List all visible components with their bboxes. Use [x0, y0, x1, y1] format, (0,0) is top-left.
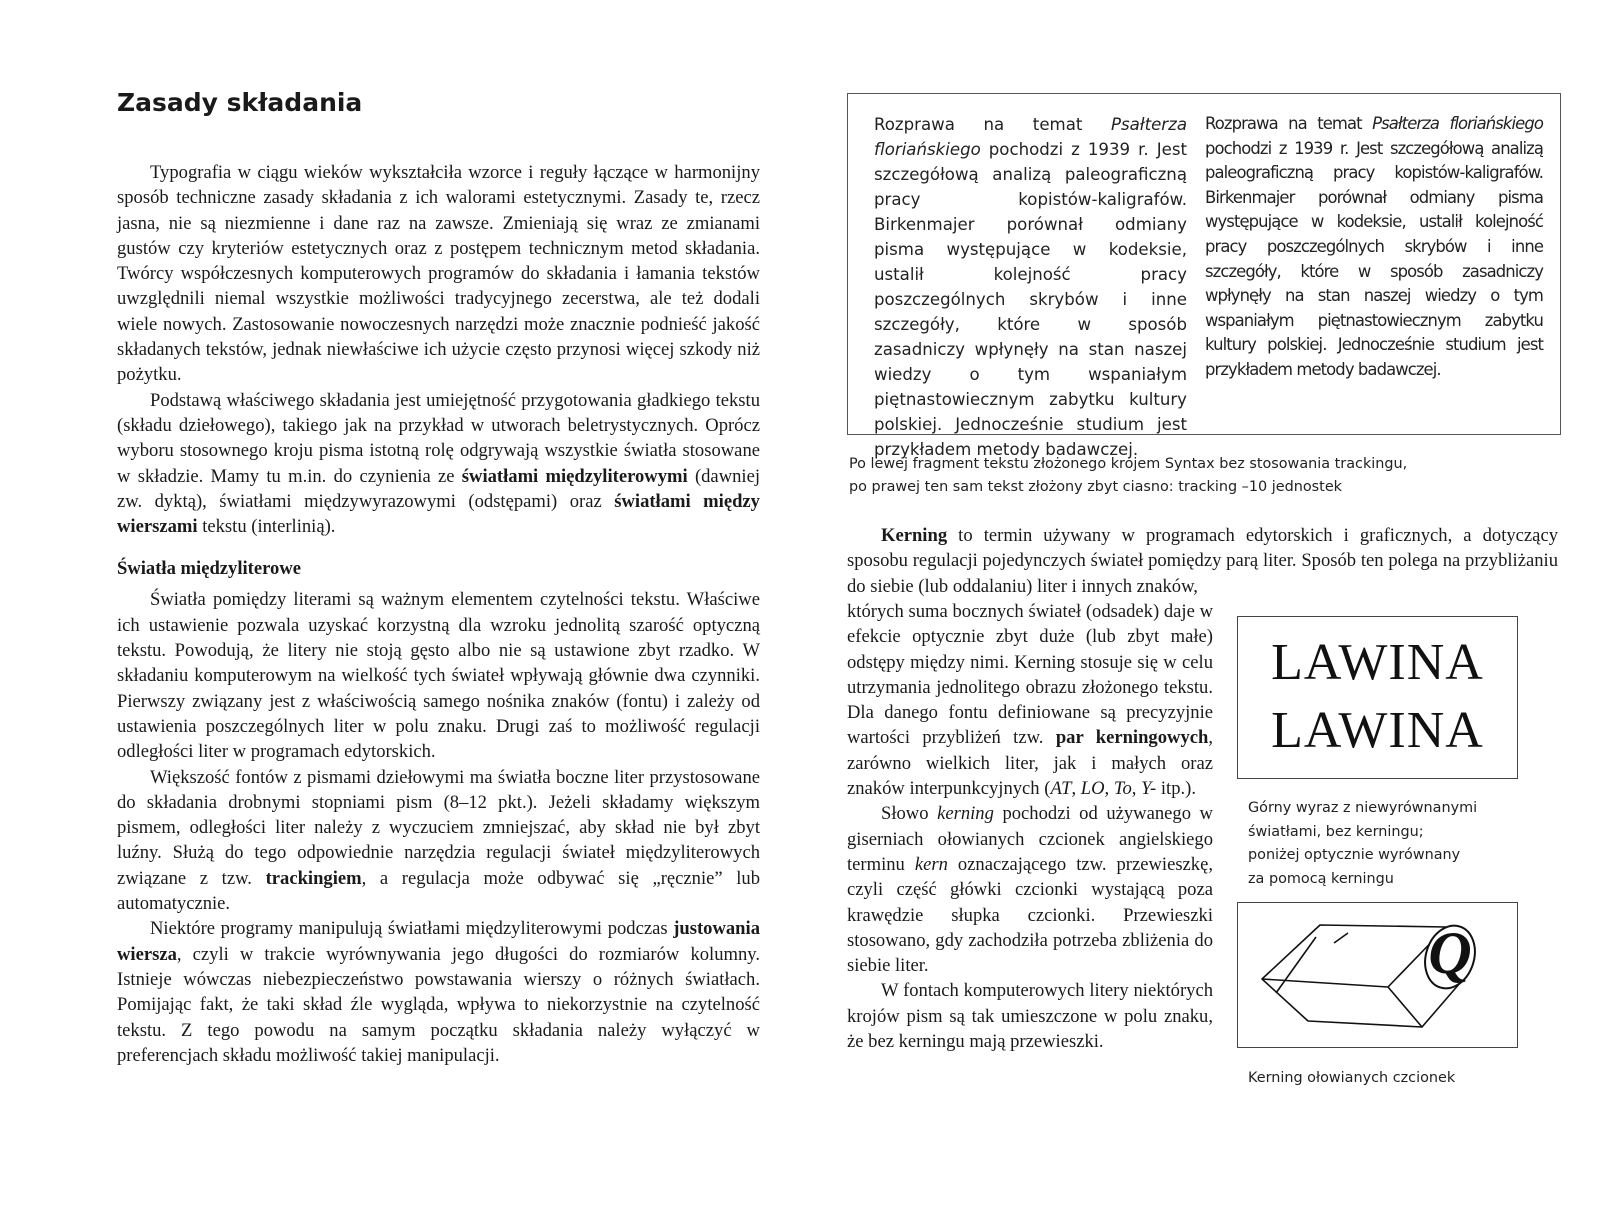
kerning-paragraph-2 [847, 801, 1213, 978]
right-page [805, 0, 1610, 1215]
text-segment: Rozprawa na temat [874, 115, 1111, 134]
text-segment: Większość fontów z pismami dziełowymi ma światła boczne liter przystosowane do składania drobnymi stopniami pism (8–12 pkt.). Jeżeli składamy większym pismem, odległości liter należy z wyczuciem zmniejszać, aby skład nie był zbyt luźny. Służą do tego odpowiednie narzędzia regulacji świateł międzyliterowych związane z tzw. [117, 766, 760, 889]
term-kerning: Kerning [881, 525, 948, 546]
intro-paragraph-1: Typografia w ciągu wieków wykształciła wzorce i reguły łączące w harmonijny sposób techniczne zasady składania z ich walorami estetycznymi. Zasady te, rzecz jasna, nie są niezmienne i dane raz na zawsze. Zmieniają się wraz ze zmianami gustów czy kryteriów estetycznych oraz z postępem technicznym metod składania. Twórcy współczesnych komputerowych programów do składania i łamania tekstów uwzględnili niemal wszystkie możliwości tradycyjnego zecerstwa, ale też dodali wiele nowych. Zastosowanie nowoczesnych narzędzi może znacznie podnieść jakość składanych tekstów, jednak niewłaściwe ich użycie często przynosi więcej szkody niż pożytku. [117, 162, 760, 386]
tracking-sample-box [847, 93, 1561, 459]
caption-line: po prawej ten sam tekst złożony zbyt ciasno: tracking –10 jednostek [849, 479, 1343, 495]
text-segment: pochodzi z 1939 r. Jest szczegółową analizą paleograficzną pracy kopistów-kaligrafów. Birkenmajer porównał odmiany pisma występujące w kodeksie, ustalił kolejność pracy poszczególnych skrybów i inne szczegóły, które w sposób zasadniczy wpłynęły na stan naszej wiedzy o tym wspaniałym piętnastowiecznym zabytku kultury polskiej. Jednocześnie studium jest przykładem metody badawczej. [874, 140, 1187, 459]
term-kerning-pairs: par kerningowych [1055, 727, 1209, 749]
kerning-body [847, 599, 1213, 1054]
text-segment: oznaczającego tzw. przewieszkę, czyli część główki czcionki wystającą poza krawędzie słupka czcionki. Przewieszki stosowano, gdy zachodziła potrzeba zbliżenia do siebie liter. [847, 853, 1214, 977]
sample-normal-tracking [874, 112, 1187, 462]
italic-term: kerning [937, 803, 994, 825]
kerning-paragraph-3: W fontach komputerowych litery niektórych krojów pism są tak umieszczone w polu znaku, że bez kerningu mają przewieszki. [847, 980, 1213, 1053]
example-pair: Y- [1141, 778, 1157, 800]
caption-line: poniżej optycznie wyrównany [1248, 847, 1461, 863]
italic-title: Psałterza floriańskiego [1372, 114, 1543, 133]
text-segment: których suma bocznych świateł (odsadek) daje w efekcie optycznie zbyt duże (lub zbyt małe) odstępy między nimi. Kerning stosuje się w celu utrzymania jednolitego obrazu złożonego tekstu. Dla danego fontu definiowane są precyzyjnie wartości przybliżeń tzw. [847, 601, 1213, 749]
caption-line: światłami, bez kerningu; [1248, 823, 1424, 840]
text-segment: tekstu (interlinią). [197, 516, 336, 538]
text-segment: pochodzi z 1939 r. Jest szczegółową analizą paleograficzną pracy kopistów-kaligrafów. Birkenmajer porównał odmiany pisma występujące w kodeksie, ustalił kolejność pracy poszczególnych skrybów i inne szczegóły, które w sposób zasadniczy wpłynęły na stan naszej wiedzy o tym wspaniałym piętnastowiecznym zabytku kultury polskiej. Jednocześnie studium jest przykładem metody badawczej. [1205, 138, 1543, 379]
kerning-intro [847, 523, 1558, 599]
text-segment: Słowo [881, 803, 938, 825]
term-interletter-spacing: światłami międzyliterowymi [461, 465, 688, 487]
sample-tight-tracking [1205, 112, 1543, 383]
example-pair: LO [1080, 778, 1105, 800]
term-line-spacing: światłami między wierszami [117, 490, 760, 538]
text-segment: , czyli w trakcie wyrównywania jego długości do rozmiarów kolumny. Istnieje wówczas niebezpieczeństwo powstawania wierszy o różnych światłach. Pomijając fakt, że taki skład źle wygląda, wpływa to niekorzystnie na czytelność tekstu. Z tego powodu na samym początku składania należy wyłączyć w preferencjach składu możliwość takiej manipulacji. [117, 943, 760, 1066]
text-segment: (dawniej zw. dyktą), światłami międzywyrazowymi (odstępami) oraz [117, 465, 760, 512]
lawina-example-box [1237, 616, 1518, 779]
section-heading: Światła międzyliterowe [117, 558, 302, 580]
text-segment: to termin używany w programach edytorskich i graficznych, a dotyczący sposobu regulacji pojedynczych świateł pomiędzy parą liter. Sposób ten polega na przybliżaniu do siebie (lub oddalaniu) liter i innych znaków, [847, 525, 1558, 597]
text-segment: itp.). [1156, 778, 1196, 800]
caption-line: za pomocą kerningu [1248, 870, 1394, 887]
text-segment: , [1071, 778, 1081, 800]
kerning-illustration-caption: Kerning ołowianych czcionek [1248, 1070, 1456, 1086]
q-glyph: Q [1428, 920, 1472, 986]
lawina-unkerned: LAWINA [1271, 634, 1484, 691]
intro-paragraph-2 [117, 388, 760, 540]
text-segment: Rozprawa na temat [1205, 114, 1373, 133]
text-segment: Podstawą właściwego składania jest umiejętność przygotowania gładkiego tekstu (składu dziełowego), takiego jak na przykład w utworach beletrystycznych. Oprócz wyboru stosownego kroju pisma istotną rolę odgrywają wszystkie światła stosowane w składzie. Mamy tu m.in. do czynienia ze [117, 389, 760, 487]
text-segment: , [1131, 778, 1142, 800]
example-pair: AT [1050, 778, 1072, 800]
term-justification: justowania wiersza [117, 918, 760, 965]
caption-line: Po lewej fragment tekstu złożonego krojem Syntax bez stosowania trackingu, [849, 456, 1408, 472]
example-pair: To [1113, 778, 1132, 800]
text-segment: , a regulacja może odbywać się „ręcznie” lub automatycznie. [117, 867, 761, 915]
text-segment: , zarówno wielkich liter, jak i małych oraz znaków interpunkcyjnych ( [847, 727, 1214, 800]
left-body-text [117, 160, 760, 1068]
lead-type-icon [1238, 903, 1519, 1049]
lawina-kerned: LAWINA [1271, 702, 1484, 759]
italic-term: kern [914, 853, 948, 875]
italic-title: Psałterza floriańskiego [874, 115, 1187, 159]
kerning-paragraph-1-cont [847, 599, 1213, 801]
tracking-caption [849, 453, 1549, 499]
text-segment: Niektóre programy manipulują światłami międzyliterowymi podczas [150, 918, 674, 940]
lead-type-illustration [1237, 902, 1518, 1048]
caption-line: Górny wyraz z niewyrównanymi [1248, 800, 1478, 816]
text-segment: pochodzi od używanego w giserniach ołowianych czcionek angielskiego terminu [847, 803, 1213, 875]
lawina-caption [1248, 797, 1488, 891]
section-paragraph-2 [117, 765, 760, 917]
page-title: Zasady składania [117, 88, 363, 117]
section-paragraph-1: Światła pomiędzy literami są ważnym elementem czytelności tekstu. Właściwe ich ustawienie pozwala uzyskać korzystną dla wzroku jednolitą szarość optyczną tekstu. Powodują, że litery nie stoją gęsto albo nie są ustawione zbyt rzadko. W składaniu komputerowym na wielkość tych świateł wpływają głównie dwa czynniki. Pierwszy związany jest z właściwością samego nośnika znaków (fontu) i zależy od ustawienia poszczególnych liter w polu znaku. Drugi zaś to możliwość regulacji odległości liter w programach edytorskich. [117, 589, 760, 763]
section-paragraph-3 [117, 916, 760, 1068]
term-tracking: trackingiem [265, 867, 362, 889]
kerning-paragraph-1 [847, 523, 1558, 599]
text-segment: , [1104, 778, 1114, 800]
